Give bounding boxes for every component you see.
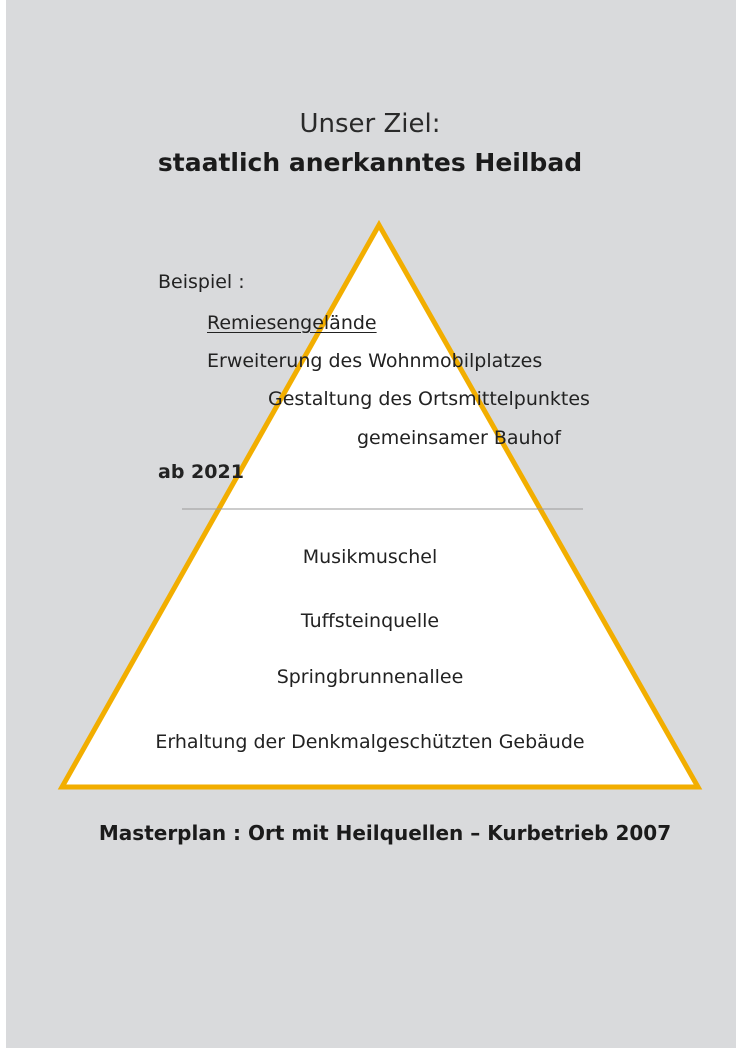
upper-item-wohnmobilplatz: Erweiterung des Wohnmobilplatzes: [207, 350, 543, 372]
example-intro: Beispiel :: [158, 271, 245, 293]
title-line-2: staatlich anerkanntes Heilbad: [157, 148, 583, 177]
footer-caption: Masterplan : Ort mit Heilquellen – Kurbetrieb 2007: [98, 821, 672, 845]
lower-item-musikmuschel: Musikmuschel: [302, 546, 438, 568]
lower-item-tuffsteinquelle: Tuffsteinquelle: [300, 610, 440, 632]
lower-item-springbrunnenallee: Springbrunnenallee: [276, 666, 464, 688]
upper-item-remiesengelaende: Remiesengelände: [207, 312, 377, 334]
lower-item-denkmal: Erhaltung der Denkmalgeschützten Gebäude: [155, 731, 585, 753]
pyramid-triangle: [62, 225, 698, 787]
upper-item-bauhof: gemeinsamer Bauhof: [357, 427, 561, 449]
title-line-1: Unser Ziel:: [299, 109, 441, 139]
upper-item-ortsmittelpunkt: Gestaltung des Ortsmittelpunktes: [268, 388, 590, 410]
period-label: ab 2021: [158, 461, 244, 483]
